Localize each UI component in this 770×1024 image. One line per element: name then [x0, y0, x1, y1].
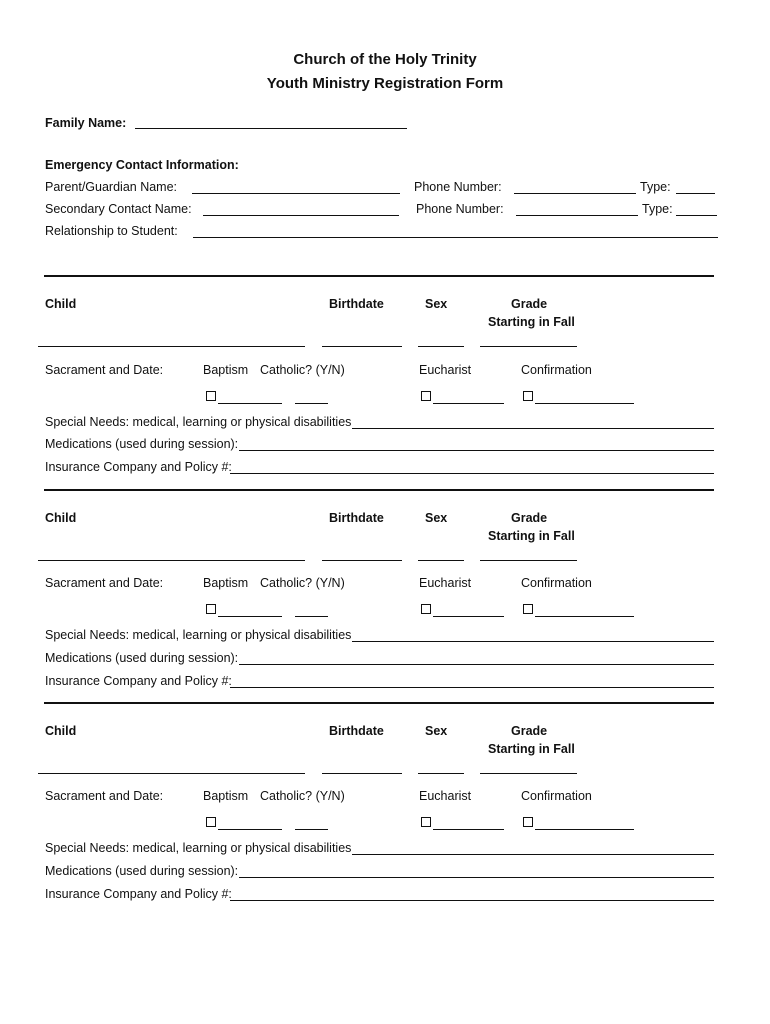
secondary-type-field[interactable]	[676, 215, 717, 216]
secondary-phone-label: Phone Number:	[416, 202, 504, 216]
birthdate-field[interactable]	[322, 346, 402, 347]
baptism-label: Baptism	[203, 576, 249, 590]
catholic-label: Catholic? (Y/N)	[260, 363, 345, 377]
secondary-contact-label: Secondary Contact Name:	[45, 202, 192, 216]
birthdate-label: Birthdate	[329, 297, 384, 311]
secondary-type-label: Type:	[642, 202, 673, 216]
catholic-label: Catholic? (Y/N)	[260, 576, 345, 590]
medications-field[interactable]	[239, 664, 714, 665]
confirmation-label: Confirmation	[521, 363, 592, 377]
birthdate-field[interactable]	[322, 773, 402, 774]
birthdate-label: Birthdate	[329, 511, 384, 525]
medications-label: Medications (used during session):	[45, 437, 239, 451]
child-label: Child	[45, 511, 77, 525]
sacrament-label: Sacrament and Date:	[45, 789, 164, 803]
eucharist-checkbox[interactable]	[421, 391, 431, 401]
child-label: Child	[45, 297, 77, 311]
grade-field[interactable]	[480, 773, 577, 774]
sex-field[interactable]	[418, 346, 464, 347]
confirmation-date-field[interactable]	[535, 403, 634, 404]
insurance-label: Insurance Company and Policy #:	[45, 460, 232, 474]
baptism-label: Baptism	[203, 363, 249, 377]
parent-type-label: Type:	[640, 180, 671, 194]
grade-field[interactable]	[480, 560, 577, 561]
parent-type-field[interactable]	[676, 193, 715, 194]
birthdate-field[interactable]	[322, 560, 402, 561]
special-needs-label: Special Needs: medical, learning or physical disabilities	[45, 841, 352, 855]
parent-phone-field[interactable]	[514, 193, 636, 194]
special-needs-label: Special Needs: medical, learning or physical disabilities	[45, 415, 352, 429]
medications-field[interactable]	[239, 877, 714, 878]
baptism-date-field[interactable]	[218, 403, 282, 404]
section-divider	[44, 489, 714, 491]
secondary-phone-field[interactable]	[516, 215, 638, 216]
child-section-1	[0, 275, 770, 475]
sex-label: Sex	[425, 724, 448, 738]
eucharist-label: Eucharist	[419, 363, 472, 377]
child-section-3	[0, 702, 770, 902]
insurance-label: Insurance Company and Policy #:	[45, 674, 232, 688]
eucharist-label: Eucharist	[419, 789, 472, 803]
confirmation-checkbox[interactable]	[523, 817, 533, 827]
sex-field[interactable]	[418, 560, 464, 561]
sex-label: Sex	[425, 297, 448, 311]
special-needs-label: Special Needs: medical, learning or physical disabilities	[45, 628, 352, 642]
medications-label: Medications (used during session):	[45, 864, 239, 878]
medications-label: Medications (used during session):	[45, 651, 239, 665]
grade-label: Grade	[511, 511, 548, 525]
eucharist-date-field[interactable]	[433, 616, 504, 617]
insurance-field[interactable]	[230, 687, 714, 688]
confirmation-label: Confirmation	[521, 576, 592, 590]
sacrament-label: Sacrament and Date:	[45, 363, 164, 377]
special-needs-field[interactable]	[352, 641, 714, 642]
eucharist-checkbox[interactable]	[421, 817, 431, 827]
confirmation-date-field[interactable]	[535, 616, 634, 617]
sex-field[interactable]	[418, 773, 464, 774]
eucharist-date-field[interactable]	[433, 403, 504, 404]
form-title-line2: Youth Ministry Registration Form	[266, 75, 504, 92]
child-label: Child	[45, 724, 77, 738]
child-section-2	[0, 489, 770, 689]
grade-sub-label: Starting in Fall	[488, 315, 575, 329]
insurance-field[interactable]	[230, 900, 714, 901]
grade-sub-label: Starting in Fall	[488, 529, 575, 543]
eucharist-checkbox[interactable]	[421, 604, 431, 614]
sacrament-label: Sacrament and Date:	[45, 576, 164, 590]
secondary-contact-field[interactable]	[203, 215, 399, 216]
catholic-label: Catholic? (Y/N)	[260, 789, 345, 803]
insurance-field[interactable]	[230, 473, 714, 474]
emergency-heading: Emergency Contact Information:	[45, 158, 239, 172]
relationship-label: Relationship to Student:	[45, 224, 178, 238]
confirmation-checkbox[interactable]	[523, 391, 533, 401]
medications-field[interactable]	[239, 450, 714, 451]
family-name-label: Family Name:	[45, 116, 127, 130]
special-needs-field[interactable]	[352, 854, 714, 855]
child-name-field[interactable]	[38, 560, 305, 561]
confirmation-label: Confirmation	[521, 789, 592, 803]
eucharist-label: Eucharist	[419, 576, 472, 590]
catholic-field[interactable]	[295, 829, 328, 830]
section-divider	[44, 702, 714, 704]
insurance-label: Insurance Company and Policy #:	[45, 887, 232, 901]
eucharist-date-field[interactable]	[433, 829, 504, 830]
grade-field[interactable]	[480, 346, 577, 347]
grade-label: Grade	[511, 297, 548, 311]
parent-guardian-label: Parent/Guardian Name:	[45, 180, 178, 194]
catholic-field[interactable]	[295, 616, 328, 617]
sex-label: Sex	[425, 511, 448, 525]
confirmation-date-field[interactable]	[535, 829, 634, 830]
section-divider	[44, 275, 714, 277]
grade-sub-label: Starting in Fall	[488, 742, 575, 756]
baptism-checkbox[interactable]	[206, 391, 216, 401]
baptism-checkbox[interactable]	[206, 604, 216, 614]
baptism-checkbox[interactable]	[206, 817, 216, 827]
baptism-date-field[interactable]	[218, 829, 282, 830]
catholic-field[interactable]	[295, 403, 328, 404]
family-name-field[interactable]	[135, 128, 407, 129]
confirmation-checkbox[interactable]	[523, 604, 533, 614]
baptism-label: Baptism	[203, 789, 249, 803]
baptism-date-field[interactable]	[218, 616, 282, 617]
grade-label: Grade	[511, 724, 548, 738]
form-title-line1: Church of the Holy Trinity	[293, 51, 477, 68]
child-name-field[interactable]	[38, 773, 305, 774]
parent-guardian-field[interactable]	[192, 193, 400, 194]
child-name-field[interactable]	[38, 346, 305, 347]
special-needs-field[interactable]	[352, 428, 714, 429]
parent-phone-label: Phone Number:	[414, 180, 502, 194]
relationship-field[interactable]	[193, 237, 718, 238]
birthdate-label: Birthdate	[329, 724, 384, 738]
